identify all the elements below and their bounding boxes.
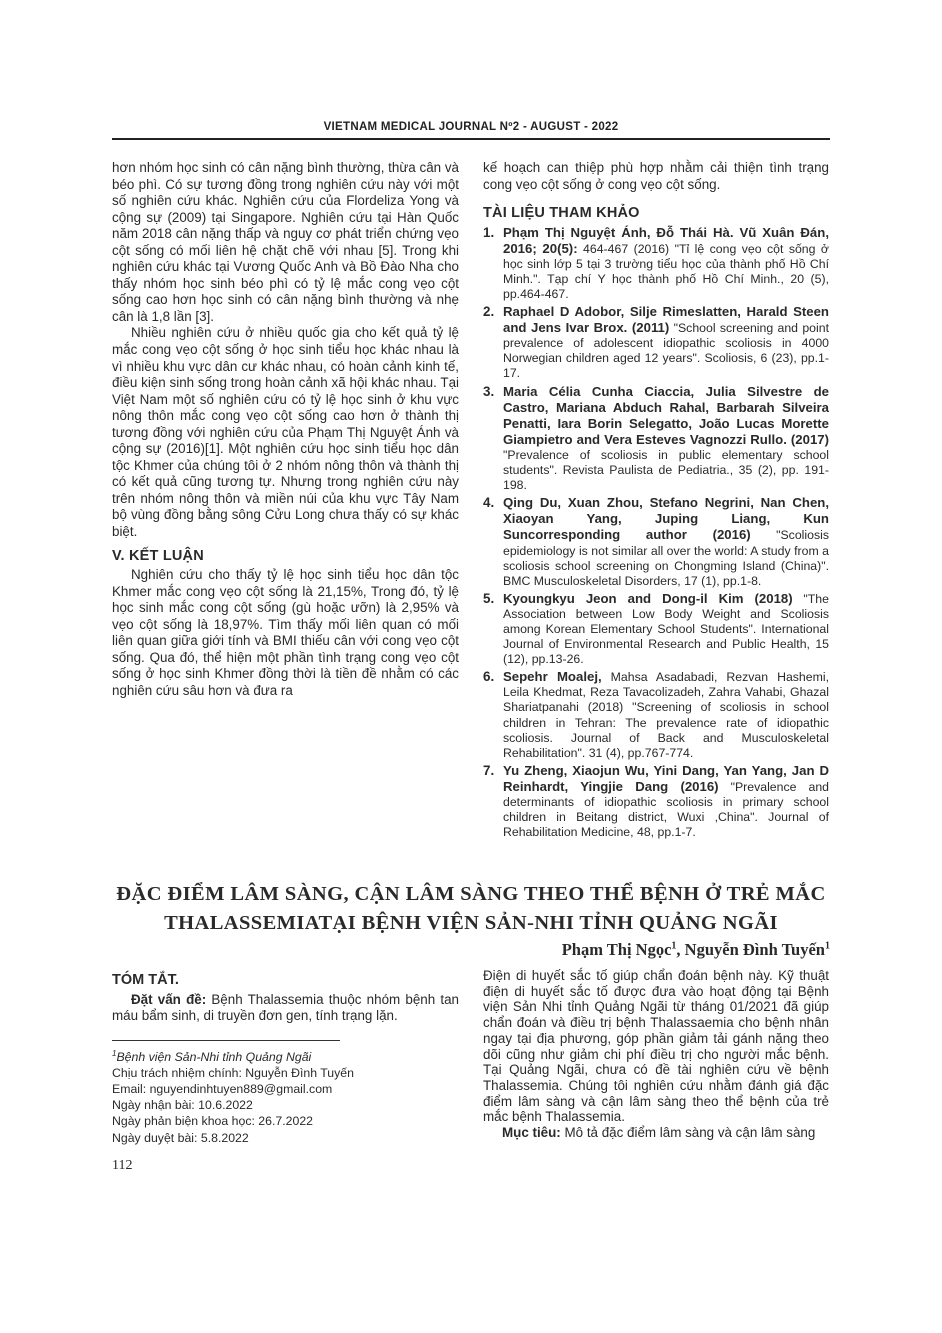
reference-list (483, 225, 829, 841)
abstract-label: Mục tiêu: (502, 1125, 561, 1141)
article-title-line: THALASSEMIATẠI BỆNH VIỆN SẢN-NHI TỈNH QUẢNG NGÃI (164, 912, 778, 934)
affiliation-text: Bệnh viện Sản-Nhi tỉnh Quảng Ngãi (116, 1050, 312, 1065)
author-separator: , (676, 940, 685, 959)
author-affiliation-mark: 1 (671, 940, 677, 952)
footnote-affiliation (112, 1046, 459, 1065)
paragraph: Nhiều nghiên cứu ở nhiều quốc gia cho kết quả tỷ lệ mắc cong vẹo cột sống ở học sinh tiểu học khác nhau là vì nhiều khu vực dân cư khác nhau, có hoàn cảnh kinh tế, điều kiện sinh sống trong hoàn cảnh xã hội khác nhau. Tại Việt Nam một số nghiên cứu có tỷ lệ học sinh ở khu vực nông thôn mắc cong vẹo cột sống cao hơn ở thành thị tương đồng với nghiên cứu của Phạm Thị Nguyệt Ánh và cộng sự (2016)[1]. Một nghiên cứu học sinh tiểu học dân tộc Khmer của chúng tôi ở 2 nhóm nông thôn và thành thị có kết quả cũng tương tự. Nhưng trong nghiên cứu này trên nhóm nông thôn và miền núi của khu vực Tây Nam bộ vùng đồng bằng sông Cửu Long chưa thấy có sự khác biệt. (112, 325, 459, 540)
reference-item (483, 304, 829, 381)
footnote-email: Email: nguyendinhtuyen889@gmail.com (112, 1082, 333, 1097)
reference-authors: Raphael D Adobor, Silje Rimeslatten, Harald Steen and Jens Ivar Brox. (2011) (503, 304, 829, 336)
references-heading: TÀI LIỆU THAM KHẢO (483, 205, 640, 222)
reference-number: 6. (483, 669, 495, 685)
reference-item (483, 591, 829, 667)
abstract-text: Mô tả đặc điểm lâm sàng và cận lâm sàng (560, 1125, 816, 1141)
reference-authors: Yu Zheng, Xiaojun Wu, Yini Dang, Yan Yang, Jan D Reinhardt, Yingjie Dang (2016) (503, 762, 829, 794)
reference-authors: Kyoungkyu Jeon and Dong-il Kim (2018) (503, 590, 793, 606)
reference-text: "Prevalence of scoliosis in public elementary school students". Revista Paulista de Pediatria., 35 (2), pp. 191-198. (503, 447, 829, 493)
paragraph: Nghiên cứu cho thấy tỷ lệ học sinh tiểu học dân tộc Khmer mắc cong vẹo cột sống là 21,15%, Trong đó, tỷ lệ học sinh mắc cong cột sống (gù hoặc ưỡn) là 2,95% và vẹo cột sống là 18,97%. Tìm thấy mối liên quan có mối liên quan giữa giới tính và BMI thiếu cân với cong vẹo cột sống. Qua đó, thể hiện một phần tình trạng cong vẹo cột sống ở học sinh Khmer đồng thời là tiền đề nhằm có các nghiên cứu sâu hơn và đưa ra (112, 567, 459, 698)
abstract-label: Đặt vấn đề: (131, 991, 207, 1007)
footnote-reviewed: Ngày phản biện khoa học: 26.7.2022 (112, 1114, 314, 1129)
header-rule (112, 138, 830, 140)
section-heading-conclusion: V. KẾT LUẬN (112, 547, 204, 564)
abstract-paragraph: Điện di huyết sắc tố giúp chẩn đoán bệnh này. Kỹ thuật điện di huyết sắc tố được đưa vào hoạt động tại Bệnh viện Sản Nhi tỉnh Quảng Ngãi từ tháng 01/2021 đã giúp chẩn đoán và điều trị bệnh Thalassaemia cho bệnh nhân ngay tại địa phương, góp phần giảm tải gánh nặng theo dõi cũng như giảm chi phí điều trị cho người mắc bệnh. Tại Quảng Ngãi, chưa có đề tài nghiên cứu về bệnh Thalassemia. Chúng tôi nghiên cứu nhằm đánh giá đặc điểm lâm sàng và cận lâm sàng theo thể bệnh của trẻ mắc bệnh Thalassemia. (483, 968, 829, 1125)
footnote-accepted: Ngày duyệt bài: 5.8.2022 (112, 1130, 249, 1145)
reference-text: "Prevalence and determinants of idiopathic scoliosis in primary school children in Beitang district, Wuxi ,China". Journal of Rehabilitation Medicine, 48, pp.1-7. (503, 779, 829, 840)
reference-number: 7. (483, 762, 495, 778)
footnote-rule (112, 1040, 340, 1041)
reference-number: 2. (483, 304, 495, 320)
reference-item (483, 763, 829, 840)
left-column-top (112, 160, 459, 700)
reference-text: 464-467 (2016) "Tỉ lệ cong vẹo cột sống ở học sinh lớp 5 tại 3 trường tiểu học của thành phố Hồ Chí Minh.". Tạp chí Y học thành phố Hồ Chí Minh., 20 (5), pp.464-467. (503, 241, 829, 302)
abstract-left-column (112, 968, 459, 1025)
running-header: VIETNAM MEDICAL JOURNAL Nº2 - AUGUST - 2022 (323, 121, 619, 133)
reference-item (483, 225, 829, 302)
reference-text: Mahsa Asadabadi, Rezvan Hashemi, Leila Khedmat, Reza Tavacolizadeh, Zahra Vahabi, Ghazal Shariatpanahi (2018) "Screening of scoliosis in school children in Tehran: The prevalence rate of idiopathic scoliosis. Journal of Back and Musculoskeletal Rehabilitation". 31 (4), pp.767-774. (503, 670, 830, 760)
abstract-right-column (483, 968, 829, 1141)
reference-authors: Maria Célia Cunha Ciaccia, Julia Silvestre de Castro, Mariana Abduch Rahal, Barbarah Silveira Penatti, Iara Borin Selegatto, João Lucas Morette Giampietro and Vera Esteves Vagnozzi Rullo. (2017) (503, 383, 829, 447)
author-name: Nguyễn Đình Tuyến (684, 940, 825, 959)
reference-item (483, 669, 829, 761)
reference-text: "The Association between Low Body Weight and Scoliosis among Korean Elementary School Students". International Journal of Environmental Research and Public Health, 15 (12), pp.13-26. (503, 591, 829, 667)
reference-authors: Qing Du, Xuan Zhou, Stefano Negrini, Nan Chen, Xiaoyan Yang, Juping Liang, Kun Suncorresponding author (2016) (503, 495, 829, 543)
right-column-top (483, 160, 829, 842)
page-number: 112 (112, 1158, 133, 1173)
reference-item (483, 495, 829, 589)
footnote-mark: 1 (112, 1049, 117, 1058)
author-name: Phạm Thị Ngọc (561, 940, 672, 959)
footnote-corresponding: Chịu trách nhiệm chính: Nguyễn Đình Tuyến (112, 1066, 354, 1081)
reference-number: 4. (483, 495, 495, 511)
abstract-text: Bệnh Thalassemia thuộc nhóm bệnh tan máu bẩm sinh, di truyền đơn gen, tính trạng lặn. (112, 991, 459, 1024)
reference-authors: Sepehr Moalej, (503, 669, 602, 685)
reference-item (483, 384, 829, 494)
paragraph: kế hoạch can thiệp phù hợp nhằm cải thiện tình trạng cong vẹo cột sống ở cong vẹo cột sống. (483, 160, 829, 192)
reference-authors: Phạm Thị Nguyệt Ánh, Đỗ Thái Hà. Vũ Xuân Đán, 2016; 20(5): (503, 224, 829, 256)
abstract-paragraph (483, 1125, 829, 1141)
paragraph: hơn nhóm học sinh có cân nặng bình thường, thừa cân và béo phì. Có sự tương đồng trong nghiên cứu này với một số nghiên cứu khác. Nghiên cứu của Flordeliza Yong và cộng sự (2009) tại Singapore. Nghiên cứu tại Hàn Quốc năm 2018 cân nặng thấp và nguy cơ phát triển chứng vẹo cột sống có mối liên hệ chặt chẽ với nhau [5]. Trong khi nghiên cứu khác tại Vương Quốc Anh và Bồ Đào Nha cho thấy nhóm học sinh béo phì có tỷ lệ mắc cong vẹo cột sống cao hơn học sinh có cân nặng bình thường và nhẹ cân là 1,8 lần [3]. (112, 160, 459, 324)
abstract-paragraph (112, 992, 459, 1025)
footnote-received: Ngày nhận bài: 10.6.2022 (112, 1098, 253, 1113)
abstract-heading: TÓM TẮT. (112, 972, 179, 988)
article-title (112, 880, 830, 938)
reference-number: 1. (483, 224, 495, 240)
reference-number: 5. (483, 590, 495, 606)
author-affiliation-mark: 1 (825, 940, 830, 952)
article-title-line: ĐẶC ĐIỂM LÂM SÀNG, CẬN LÂM SÀNG THEO THỂ BỆNH Ở TRẺ MẮC (116, 883, 826, 905)
reference-number: 3. (483, 383, 495, 399)
reference-text: "Scoliosis epidemiology is not similar all over the world: A study from a scoliosis school screening on Chongming Island (China)". BMC Musculoskeletal Disorders, 17 (1), pp.1-8. (503, 528, 829, 588)
article-authors (562, 940, 830, 960)
reference-text: "School screening and point prevalence of adolescent idiopathic scoliosis in 4000 Norwegian children aged 12 years". Scoliosis, 6 (23), pp.1-17. (503, 321, 829, 381)
footnotes (112, 1046, 459, 1146)
